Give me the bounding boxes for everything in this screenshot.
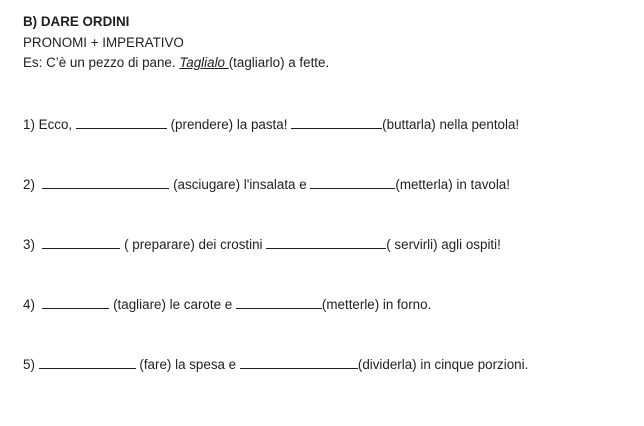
example-sentence xyxy=(23,56,329,69)
answer-blank[interactable] xyxy=(291,116,382,129)
item-number: 3) xyxy=(23,237,35,252)
exercise-heading: B) DARE ORDINI xyxy=(23,14,130,29)
answer-blank[interactable] xyxy=(266,236,386,249)
item-prefix xyxy=(35,177,42,192)
answer-blank[interactable] xyxy=(240,356,358,369)
item-prefix xyxy=(35,237,42,252)
exercise-item-3 xyxy=(23,236,501,251)
exercise-item-1 xyxy=(23,116,519,131)
answer-blank[interactable] xyxy=(236,296,322,309)
item-hint: (buttarla) nella pentola! xyxy=(382,117,520,132)
item-prefix xyxy=(35,297,42,312)
item-hint: ( servirli) agli ospiti! xyxy=(386,237,501,252)
item-number: 4) xyxy=(23,297,35,312)
item-hint: (prendere) la pasta! xyxy=(166,117,292,132)
item-number: 5) xyxy=(23,357,35,372)
example-suffix: (tagliarlo) a fette. xyxy=(228,55,330,70)
answer-blank[interactable] xyxy=(39,356,136,369)
item-hint: (metterle) in forno. xyxy=(321,297,432,312)
exercise-item-5 xyxy=(23,356,528,371)
answer-blank[interactable] xyxy=(42,296,109,309)
item-hint: ( preparare) dei crostini xyxy=(120,237,267,252)
item-number: 1) xyxy=(23,117,35,132)
item-hint: (dividerla) in cinque porzioni. xyxy=(357,357,529,372)
exercise-item-4 xyxy=(23,296,431,311)
item-hint: (asciugare) l'insalata e xyxy=(169,177,311,192)
example-prefix: Es: C’è un pezzo di pane. xyxy=(23,55,180,70)
answer-blank[interactable] xyxy=(42,176,169,189)
exercise-subheading: PRONOMI + IMPERATIVO xyxy=(23,35,184,50)
item-number: 2) xyxy=(23,177,35,192)
exercise-item-2 xyxy=(23,176,510,191)
answer-blank[interactable] xyxy=(76,116,167,129)
item-hint: (fare) la spesa e xyxy=(135,357,240,372)
item-prefix: Ecco, xyxy=(34,117,76,132)
item-hint: (tagliare) le carote e xyxy=(109,297,236,312)
example-answer: Taglialo xyxy=(179,55,229,70)
item-hint: (metterla) in tavola! xyxy=(395,177,510,192)
answer-blank[interactable] xyxy=(42,236,120,249)
answer-blank[interactable] xyxy=(310,176,395,189)
